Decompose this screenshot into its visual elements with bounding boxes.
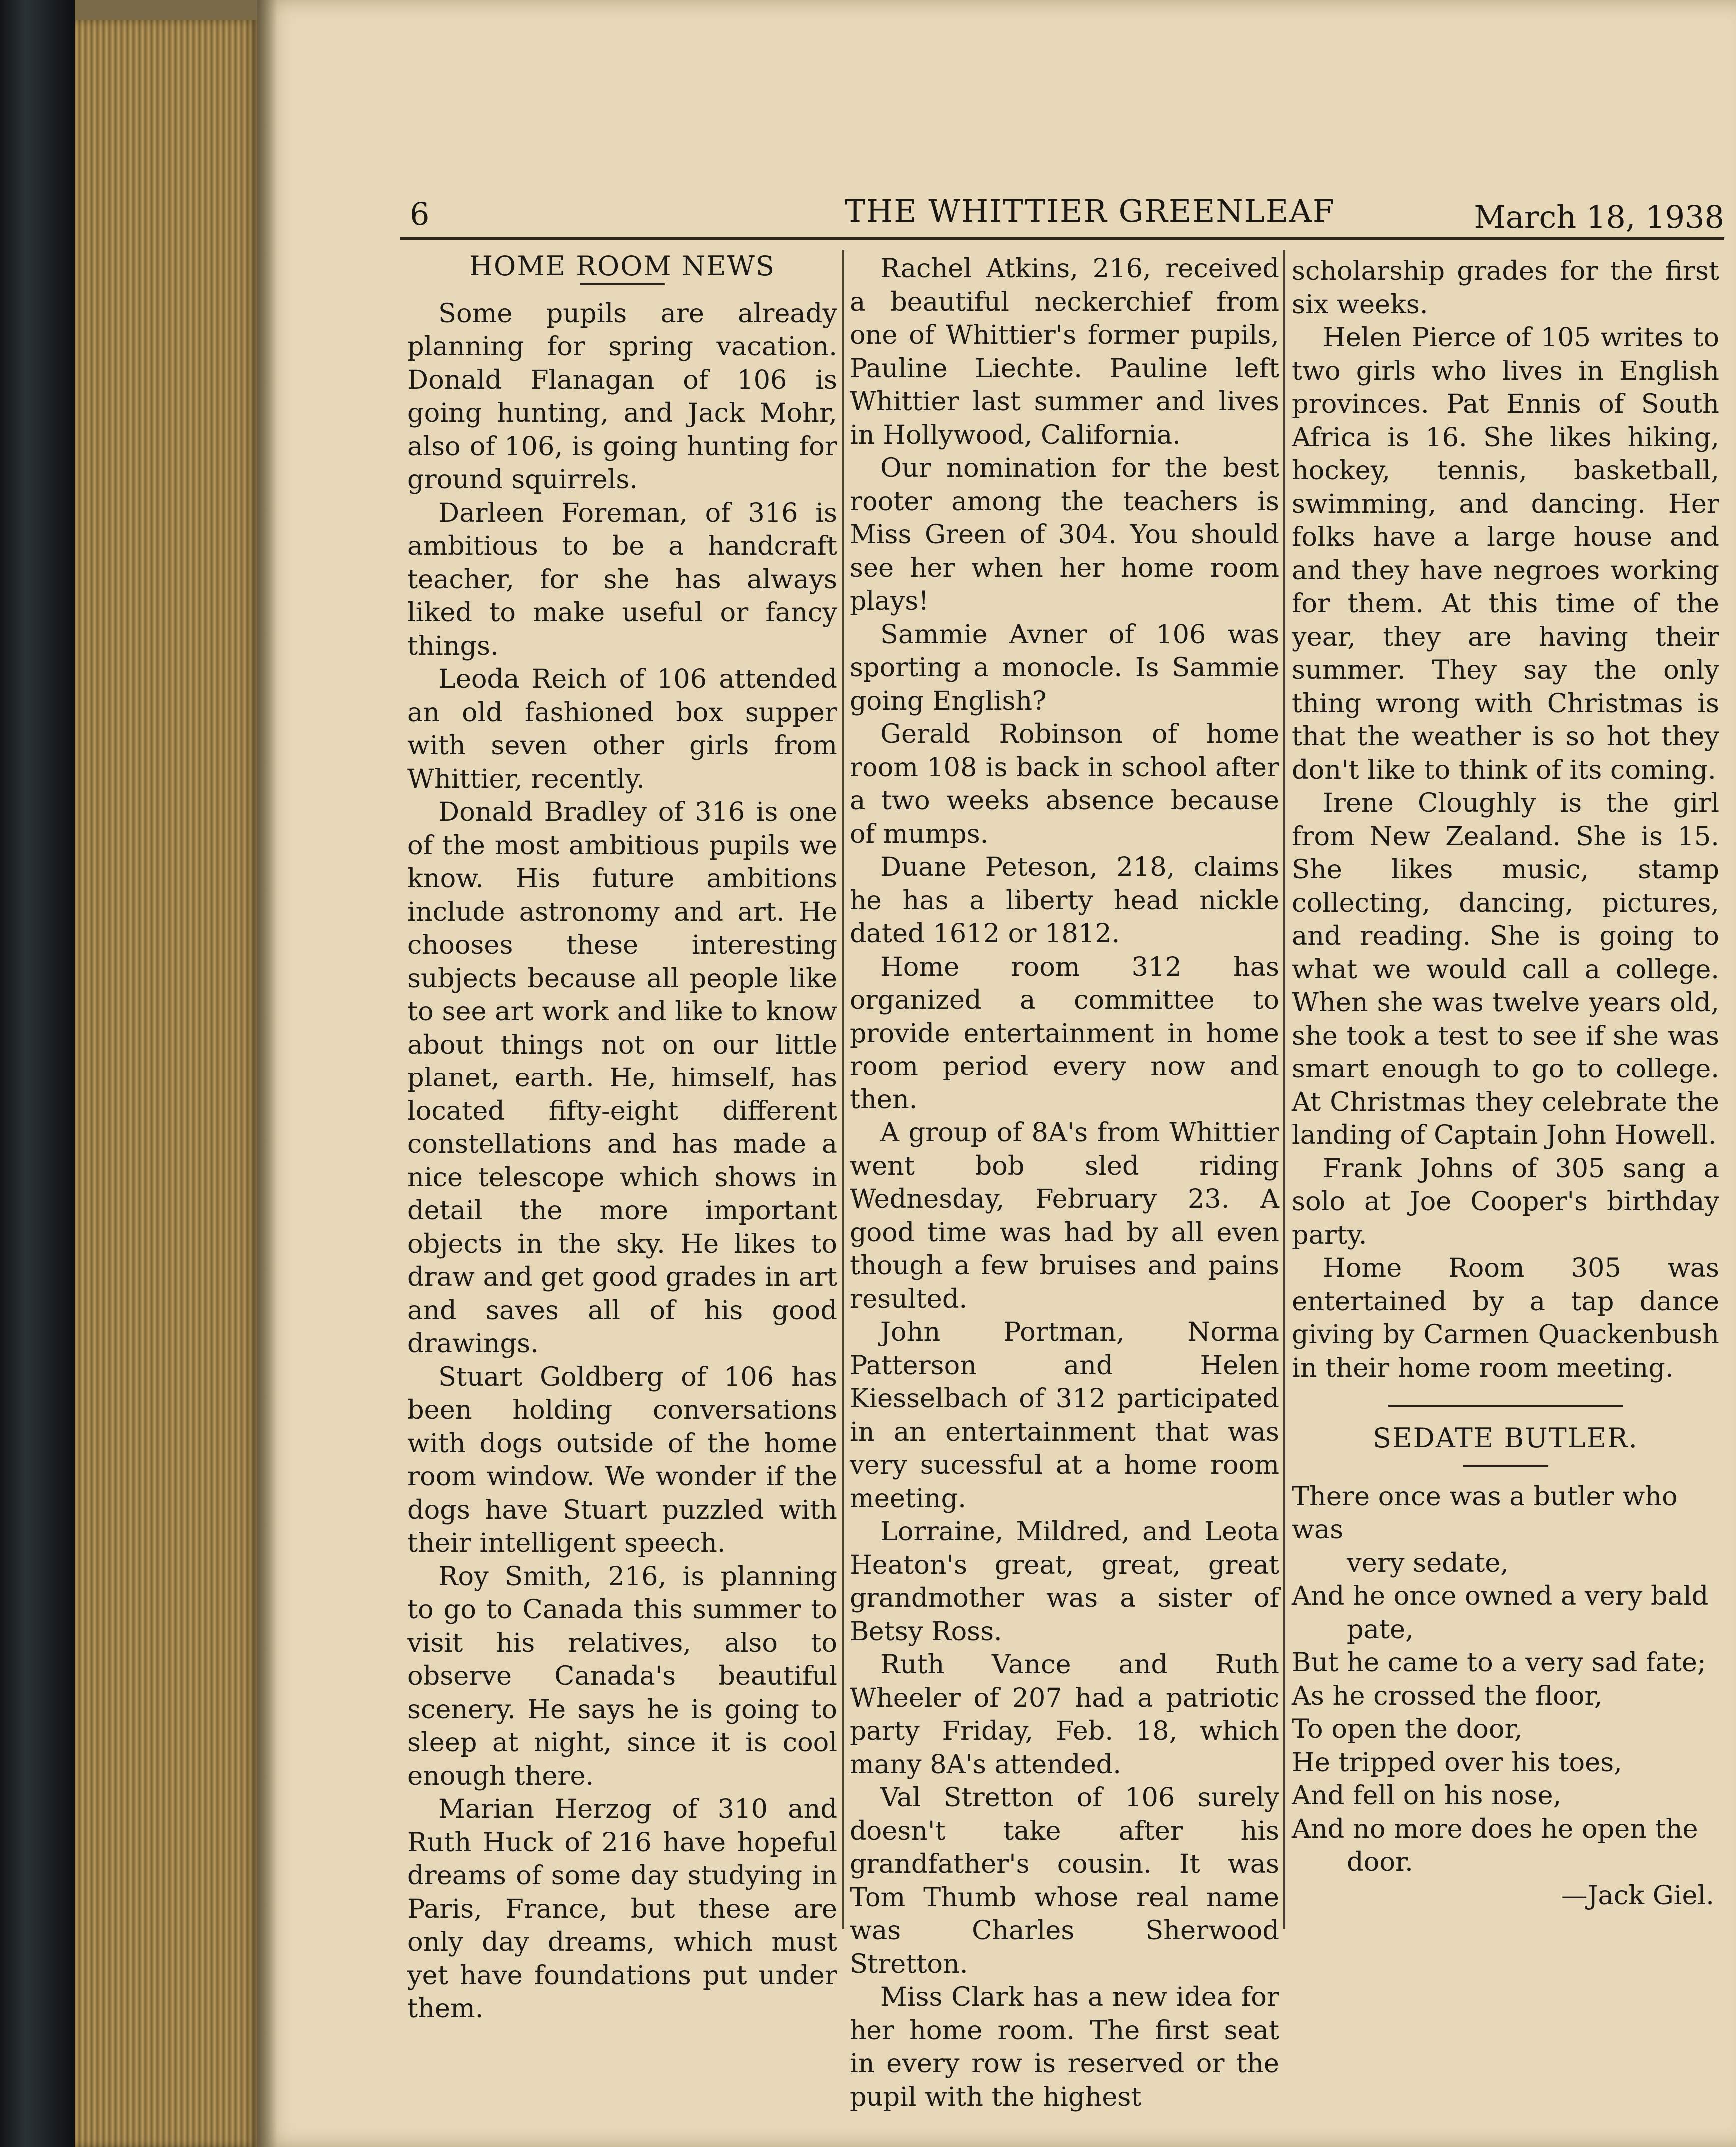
poem-line: But he came to a very sad fate; (1292, 1647, 1706, 1678)
news-item: Marian Herzog of 310 and Ruth Huck of 216 have hopeful dreams of some day studying in Paris, France, but these are only day dreams, which must yet have foundations put under them. (407, 1794, 837, 2024)
heading-rule (580, 283, 665, 285)
section-rule (1388, 1405, 1623, 1407)
news-item: Val Stretton of 106 surely doesn't take after his grandfather's cousin. It was Tom Thumb whose real name was Charles Sherwood Stretton. (850, 1782, 1279, 1979)
column-divider (842, 250, 844, 1929)
poem (1292, 1480, 1719, 1913)
poem-line: pate, (1347, 1614, 1414, 1645)
column-3 (1292, 255, 1719, 1912)
issue-date: March 18, 1938 (1474, 199, 1724, 235)
poem-line: And fell on his nose, (1292, 1780, 1562, 1811)
news-item: Duane Peteson, 218, claims he has a liberty head nickle dated 1612 or 1812. (850, 852, 1279, 949)
news-item: Darleen Foreman, of 316 is ambitious to be a handcraft teacher, for she has always liked to make useful or fancy things. (407, 497, 837, 661)
newspaper-title: THE WHITTIER GREENLEAF (845, 193, 1335, 229)
poem-line: There once was a butler who was (1292, 1481, 1678, 1545)
news-item: Miss Clark has a new idea for her home room. The first seat in every row is reserved or the pupil with the highest (850, 1982, 1279, 2112)
news-item: Sammie Avner of 106 was sporting a monocle. Is Sammie going English? (850, 619, 1279, 716)
poem-line: very sedate, (1347, 1547, 1509, 1578)
news-item: Leoda Reich of 106 attended an old fashioned box supper with seven other girls from Whittier, recently. (407, 664, 837, 794)
column-1 (407, 250, 837, 2026)
poem-line: He tripped over his toes, (1292, 1747, 1622, 1778)
news-item: Irene Cloughly is the girl from New Zealand. She is 15. She likes music, stamp collecting, dancing, pictures, and reading. She is going to what we would call a college. When she was twelve years old, she took a test to see if she was smart enough to go to college. At Christmas they celebrate the landing of Captain John Howell. (1292, 788, 1719, 1150)
news-item: Home Room 305 was entertained by a tap dance giving by Carmen Quackenbush in their home room meeting. (1292, 1253, 1719, 1383)
heading-rule (1463, 1465, 1548, 1467)
section-heading: HOME ROOM NEWS (469, 250, 776, 282)
news-item: Ruth Vance and Ruth Wheeler of 207 had a patriotic party Friday, Feb. 18, which many 8A's attended. (850, 1649, 1279, 1780)
news-item: Donald Bradley of 316 is one of the most ambitious pupils we know. His future ambitions include astronomy and art. He chooses these interesting subjects because all people like to see art work and like to know about things not on our little planet, earth. He, himself, has located fifty-eight different constellations and has made a nice telescope which shows in detail the more important objects in the sky. He likes to draw and get good grades in art and saves all of his good drawings. (407, 797, 837, 1359)
column-divider (1283, 250, 1285, 1929)
news-item: Some pupils are already planning for spring vacation. Donald Flanagan of 106 is going hunting, and Jack Mohr, also of 106, is going hunting for ground squirrels. (407, 298, 837, 495)
news-item: Helen Pierce of 105 writes to two girls who lives in English provinces. Pat Ennis of South Africa is 16. She likes hiking, hockey, tennis, basketball, swimming, and dancing. Her folks have a large house and and they have negroes working for them. At this time of the year, they are having their summer. They say the only thing wrong with Christmas is that the weather is so hot they don't like to think of its coming. (1292, 322, 1719, 785)
masthead (410, 190, 1724, 245)
book-binding (0, 0, 75, 2147)
poem-title: SEDATE BUTLER. (1373, 1422, 1638, 1454)
column-2 (850, 252, 1279, 2114)
news-item: Gerald Robinson of home room 108 is back in school after a two weeks absence because of mumps. (850, 719, 1279, 849)
news-item: Stuart Goldberg of 106 has been holding conversations with dogs outside of the home room window. We wonder if the dogs have Stuart puzzled with their intelligent speech. (407, 1361, 837, 1558)
poem-line: door. (1347, 1847, 1413, 1877)
news-item: Rachel Atkins, 216, received a beautiful neckerchief from one of Whittier's former pupils, Pauline Liechte. Pauline left Whittier last summer and lives in Hollywood, California. (850, 253, 1279, 450)
news-item: Roy Smith, 216, is planning to go to Canada this summer to visit his relatives, also to observe Canada's beautiful scenery. He says he is going to sleep at night, since it is cool enough there. (407, 1561, 837, 1791)
news-item: Lorraine, Mildred, and Leota Heaton's great, great, great grandmother was a sister of Betsy Ross. (850, 1516, 1279, 1647)
news-item: Our nomination for the best rooter among the teachers is Miss Green of 304. You should see her when her home room plays! (850, 453, 1279, 616)
news-item: A group of 8A's from Whittier went bob sled riding Wednesday, February 23. A good time was had by all even though a few bruises and pains resulted. (850, 1117, 1279, 1314)
page-number: 6 (410, 196, 430, 232)
poem-author: —Jack Giel. (1561, 1880, 1714, 1911)
poem-line: To open the door, (1292, 1714, 1523, 1744)
poem-line: As he crossed the floor, (1292, 1680, 1603, 1711)
news-item: Frank Johns of 305 sang a solo at Joe Cooper's birthday party. (1292, 1153, 1719, 1250)
gutter-shadow (257, 0, 277, 2147)
poem-line: And no more does he open the (1292, 1813, 1698, 1844)
news-item: Home room 312 has organized a committee to provide entertainment in home room period every now and then. (850, 951, 1279, 1115)
continued-text: scholarship grades for the first six weeks. (1292, 256, 1719, 320)
poem-line: And he once owned a very bald (1292, 1581, 1709, 1611)
news-item: John Portman, Norma Patterson and Helen Kiesselbach of 312 participated in an entertainment that was very sucessful at a home room meeting. (850, 1317, 1279, 1514)
masthead-rule (400, 237, 1724, 240)
page-edges (75, 20, 257, 2147)
